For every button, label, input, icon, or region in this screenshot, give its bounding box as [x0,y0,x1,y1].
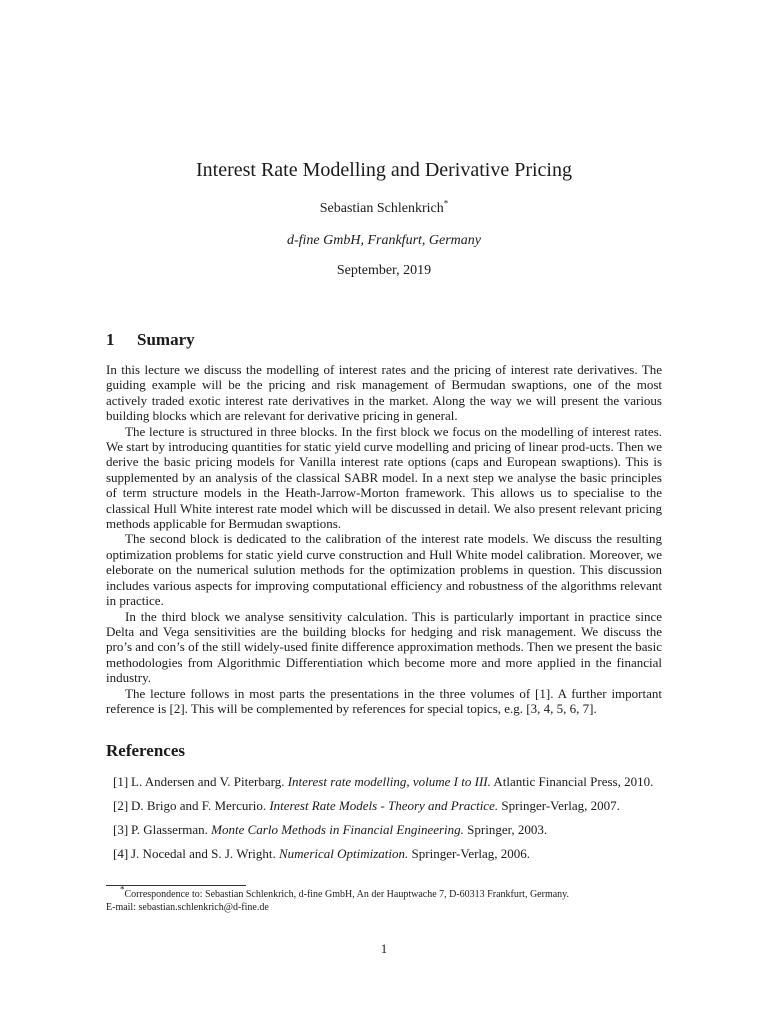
author-footnote-mark: * [443,198,449,209]
reference-publisher: Atlantic Financial Press, 2010. [493,774,654,789]
footnote-email: E-mail: sebastian.schlenkrich@d-fine.de [106,901,269,913]
reference-item [106,774,662,790]
author-line [0,200,768,218]
reference-label: [4] [113,846,129,861]
reference-list [106,774,662,870]
references-heading: References [106,741,185,760]
section-heading [106,330,666,350]
reference-label: [3] [113,822,129,837]
section-number: 1 [106,330,115,349]
reference-item [106,846,662,862]
paragraph: In this lecture we discuss the modelling of interest rates and the pricing of interest rate derivatives. The guiding example will be the pricing and risk management of Bermudan swaptions, one of the most actively traded exotic interest rate derivatives in the market. Along the way we will present the various building blocks which are relevant for derivative pricing in general. [106,362,662,424]
paper-title: Interest Rate Modelling and Derivative Pricing [195,159,572,181]
footnote-text: Correspondence to: Sebastian Schlenkrich, d-fine GmbH, An der Hauptwache 7, D-60313 Frankfurt, Germany. [124,889,570,900]
reference-authors: P. Glasserman. [131,822,208,837]
reference-publisher: Springer-Verlag, 2007. [501,798,620,813]
reference-text [131,774,662,790]
reference-publisher: Springer, 2003. [467,822,548,837]
reference-item [106,798,662,814]
author-name: Sebastian Schlenkrich [319,201,444,216]
footnote-rule [106,885,246,886]
reference-authors: L. Andersen and V. Piterbarg. [131,774,285,789]
paragraph: The lecture follows in most parts the presentations in the three volumes of [1]. A further important reference is [2]. This will be complemented by references for special topics, e.g. [3, 4, 5, 6, 7]. [106,685,662,716]
reference-label: [2] [113,798,129,813]
reference-title: Numerical Optimization. [279,846,409,861]
reference-title: Interest Rate Models - Theory and Practice. [269,798,499,813]
reference-authors: J. Nocedal and S. J. Wright. [131,846,276,861]
footnote-line [106,884,662,902]
affiliation: d-fine GmbH, Frankfurt, Germany [286,233,482,248]
footnote-mark: * [120,884,125,895]
reference-label: [1] [113,774,129,789]
footnote [106,884,662,914]
reference-authors: D. Brigo and F. Mercurio. [131,798,267,813]
reference-title: Monte Carlo Methods in Financial Engineering. [211,822,464,837]
page-number: 1 [380,941,388,956]
section-title: Sumary [137,330,195,349]
reference-title: Interest rate modelling, volume I to III. [287,774,491,789]
paragraph: In the third block we analyse sensitivity calculation. This is particularly important in practice since Delta and Vega sensitivities are the building blocks for hedging and risk management. We discuss the pro’s and con’s of the still widely-used finite difference approximation methods. Then we present the basic methodologies from Algorithmic Differentiation which become more and more applied in the financial industry. [106,608,662,686]
date: September, 2019 [336,263,432,278]
reference-text [131,822,662,838]
reference-publisher: Springer-Verlag, 2006. [411,846,531,861]
reference-item [106,822,662,838]
reference-text [131,798,662,814]
paragraph: The lecture is structured in three blocks. In the first block we focus on the modelling of interest rates. We start by introducing quantities for static yield curve modelling and pricing of linear prod-ucts. Then we derive the basic pricing models for Vanilla interest rate options (caps and European swaptions). This is supplemented by an analysis of the classical SABR model. In a next step we analyse the basic principles of term structure models in the Heath-Jarrow-Morton framework. This allows us to specialise to the classical Hull White interest rate model which will be discussed in detail. We also present relevant pricing methods applicable for Bermudan swaptions. [106,423,662,532]
section-body [106,362,662,716]
paragraph: The second block is dedicated to the calibration of the interest rate models. We discuss the resulting optimization problems for static yield curve construction and Hull White model calibration. Moreover, we eleborate on the numerical sulution methods for the optimization problems in question. This discussion includes various aspects for improving computational efficiency and robustness of the algorithms relevant in practice. [106,531,662,609]
reference-text [131,846,662,862]
